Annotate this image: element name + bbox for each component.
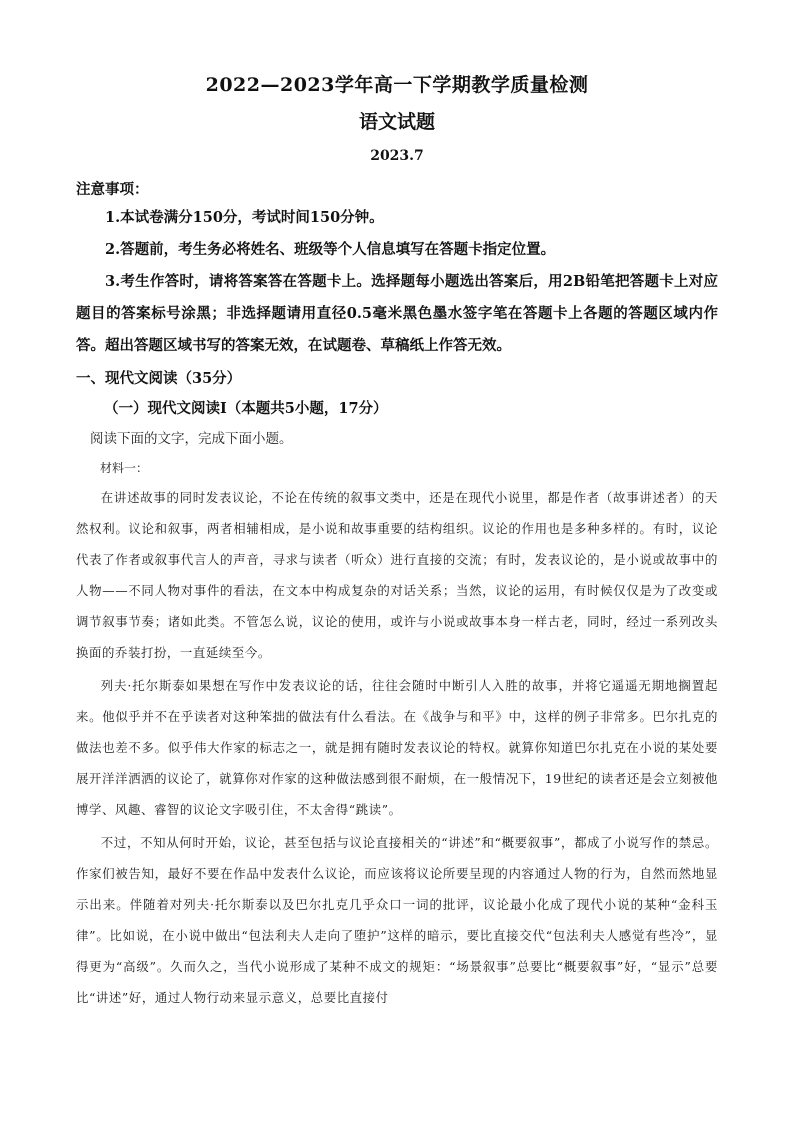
exam-date: 2023.7 [370, 148, 424, 164]
exam-subtitle: 语文试题 [358, 111, 435, 133]
reading-instruction: 阅读下面的文字，完成下面小题。 [90, 431, 293, 447]
exam-title: 2022—2023学年高一下学期教学质量检测 [205, 74, 589, 96]
reading-section [76, 364, 718, 1013]
notice-item: 2.答题前，考生务必将姓名、班级等个人信息填写在答题卡指定位置。 [105, 241, 556, 258]
material-paragraph: 列夫·托尔斯泰如果想在写作中发表议论的话，往往会随时中断引人入胜的故事，并将它遥遥无期地搁置起来。他似乎并不在乎读者对这种笨拙的做法有什么看法。在《战争与和平》中，这样的例子非常多。巴尔扎克的做法也差不多。似乎伟大作家的标志之一，就是拥有随时发表议论的特权。就算你知道巴尔扎克在小说的某处要展开洋洋洒洒的议论了，就算你对作家的这种做法感到很不耐烦，在一般情况下，19世纪的读者还是会立刻被他博学、风趣、睿智的议论文字吸引住，不太舍得“跳读”。 [76, 678, 718, 817]
notice-item: 3.考生作答时，请将答案答在答题卡上。选择题每小题选出答案后，用2B铅笔把答题卡上对应题目的答案标号涂黑；非选择题请用直径0.5毫米黑色墨水签字笔在答题卡上各题的答题区域内作答。超出答题区域书写的答案无效，在试题卷、草稿纸上作答无效。 [76, 273, 718, 354]
material-label: 材料一： [100, 461, 149, 475]
material-paragraph: 在讲述故事的同时发表议论，不论在传统的叙事文类中，还是在现代小说里，都是作者（故事讲述者）的天然权利。议论和叙事，两者相辅相成，是小说和故事重要的结构组织。议论的作用也是多种多样的。有时，议论代表了作者或叙事代言人的声音，寻求与读者（听众）进行直接的交流；有时，发表议论的，是小说或故事中的人物——不同人物对事件的看法，在文本中构成复杂的对话关系；当然，议论的运用，有时候仅仅是为了改变或调节叙事节奏；诸如此类。不管怎么说，议论的使用，或许与小说或故事本身一样古老，同时，经过一系列改头换面的乔装打扮，一直延续至今。 [76, 490, 718, 660]
section-heading: 一、现代文阅读（35分） [76, 370, 242, 387]
notice-item: 1.本试卷满分150分，考试时间150分钟。 [105, 209, 384, 226]
notice-heading: 注意事项： [76, 181, 149, 198]
notice-block [76, 178, 718, 362]
subsection-heading: （一）现代文阅读Ⅰ（本题共5小题，17分） [104, 400, 388, 417]
material-paragraph: 不过，不知从何时开始，议论，甚至包括与议论直接相关的“讲述”和“概要叙事”，都成了小说写作的禁忌。作家们被告知，最好不要在作品中发表什么议论，而应该将议论所要呈现的内容通过人物的行为，自然而然地显示出来。伴随着对列夫·托尔斯泰以及巴尔扎克几乎众口一词的批评，议论最小化成了现代小说的某种“金科玉律”。比如说，在小说中做出“包法利夫人走向了堕护”这样的暗示，要比直接交代“包法利夫人感觉有些冷”，显得更为“高级”。久而久之，当代小说形成了某种不成文的规矩：“场景叙事”总要比“概要叙事”好，“显示”总要比“讲述”好，通过人物行动来显示意义，总要比直接付 [76, 835, 718, 1005]
